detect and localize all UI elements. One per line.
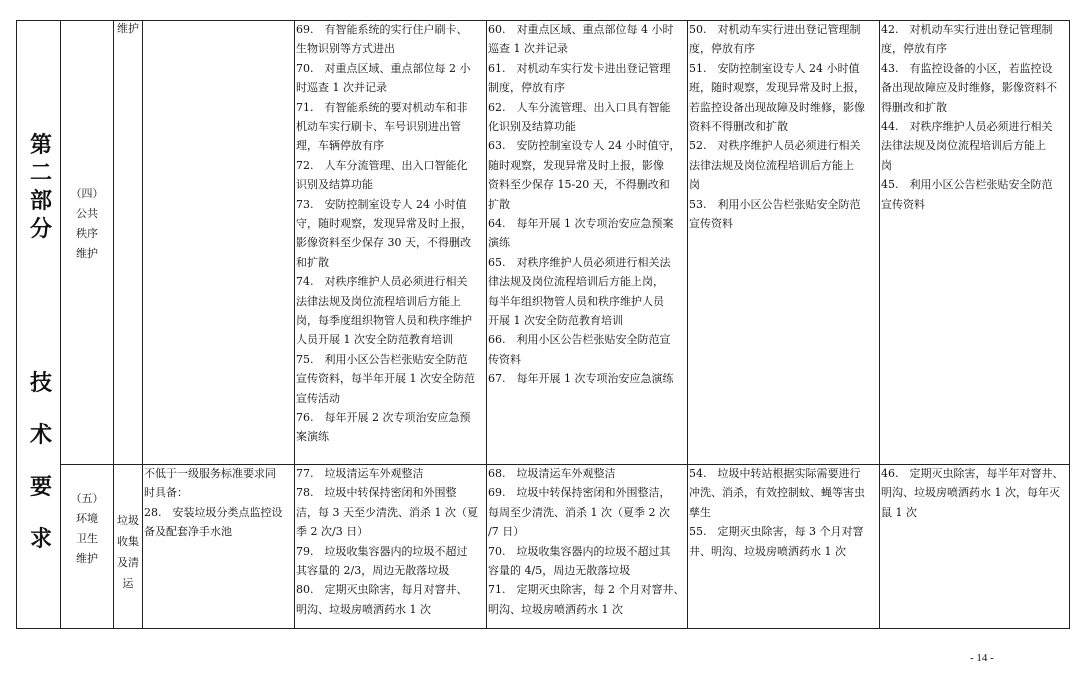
requirement-line: 岗 <box>689 178 700 192</box>
part-title-char: 第 <box>29 133 52 158</box>
section-name-line: 公共 <box>76 207 98 220</box>
requirement-line: 69. 垃圾中转保持密闭和外围整洁， <box>488 486 671 500</box>
requirement-line: 46. 定期灭虫除害，每半年对窨井、 <box>881 467 1064 480</box>
requirement-line: 影像资料至少保存 30 天，不得删改 <box>296 236 471 250</box>
requirement-line: 得删改和扩散 <box>881 100 947 114</box>
requirement-line: 理，车辆停放有序 <box>296 139 384 153</box>
cell-sanitation-level5 <box>881 465 1069 628</box>
requirement-line: 79. 垃圾收集容器内的垃圾不超过 <box>296 544 468 558</box>
table-bottom-border <box>16 628 1070 629</box>
requirement-line: 每半年组织物管人员和秩序维护人员 <box>488 294 664 308</box>
requirement-line: 随时观察，发现异常及时上报，影像 <box>488 158 664 172</box>
requirement-line: 其容量的 2/3，周边无散落垃圾 <box>296 564 450 577</box>
sub-label-line: 运 <box>122 577 134 590</box>
requirement-line: 42. 对机动车实行进出登记管理制 <box>881 23 1053 36</box>
cell-security-level4 <box>689 21 879 464</box>
col-divider-4 <box>294 20 295 629</box>
requirement-line: 74. 对秩序维护人员必须进行相关 <box>296 275 468 289</box>
cell-security-level2 <box>296 21 486 464</box>
requirement-line: 28. 安装垃圾分类点监控设 <box>144 505 283 519</box>
requirement-line: 53. 利用小区公告栏张贴安全防范 <box>689 197 861 211</box>
col-divider-3 <box>142 20 143 629</box>
requirement-line: 时巡查 1 次并记录 <box>296 81 387 95</box>
requirement-line: 演练 <box>488 236 510 250</box>
requirement-line: 人员开展 1 次安全防范教育培训 <box>296 333 453 347</box>
requirement-line: 鼠 1 次 <box>881 505 917 519</box>
requirement-line: 备出现故障应及时维修，影像资料不 <box>881 81 1057 95</box>
part-title-char: 术 <box>29 423 52 448</box>
requirement-line: /7 日） <box>488 525 525 539</box>
requirement-line: 69. 有智能系统的实行住户刷卡、 <box>296 23 468 36</box>
section-name-security <box>61 184 113 264</box>
requirement-line: 71. 有智能系统的要对机动车和非 <box>296 100 468 114</box>
section-name-line: （四） <box>70 187 104 200</box>
requirement-line: 明沟、垃圾房喷洒药水 1 次 <box>488 602 623 616</box>
requirement-line: 72. 人车分流管理、出入口智能化 <box>296 158 468 172</box>
requirement-line: 洁，每 3 天至少清洗、消杀 1 次（夏 <box>296 505 478 519</box>
requirement-line: 宣传资料 <box>689 217 733 230</box>
sub-label-line: 维护 <box>117 22 139 35</box>
requirement-line: 73. 安防控制室设专人 24 小时值 <box>296 197 467 211</box>
col-divider-7 <box>879 20 880 629</box>
part-title-top <box>22 132 60 244</box>
requirement-line: 律法规及岗位流程培训后方能上岗， <box>488 275 664 289</box>
requirement-line: 50. 对机动车实行进出登记管理制 <box>689 23 861 36</box>
section-name-line: 维护 <box>76 552 98 565</box>
cell-sanitation-level2 <box>296 465 486 628</box>
requirement-line: 容量的 4/5，周边无散落垃圾 <box>488 564 631 577</box>
part-title-char: 部 <box>29 189 52 214</box>
table-left-border <box>16 20 17 629</box>
requirement-line: 传资料 <box>488 352 521 366</box>
requirement-line: 76. 每年开展 2 次专项治安应急预 <box>296 411 471 424</box>
sub-label-line: 垃圾 <box>117 514 139 527</box>
section-name-line: 卫生 <box>76 532 98 545</box>
section-name-line: 秩序 <box>76 227 98 240</box>
requirement-line: 宣传活动 <box>296 391 340 405</box>
cell-security-level3 <box>488 21 687 464</box>
cell-sanitation-level3 <box>488 465 687 628</box>
requirement-line: 54. 垃圾中转站根据实际需要进行 <box>689 467 861 480</box>
table-right-border <box>1069 20 1070 629</box>
requirement-line: 71. 定期灭虫除害，每 2 个月对窨井、 <box>488 583 685 597</box>
requirement-line: 岗 <box>881 158 892 172</box>
requirement-line: 43. 有监控设备的小区，若监控设 <box>881 61 1053 75</box>
sub-label-security <box>114 22 142 35</box>
requirement-line: 生物识别等方式进出 <box>296 42 395 56</box>
section-name-line: 环境 <box>76 512 98 525</box>
requirement-line: 班，随时观察，发现异常及时上报， <box>689 81 865 95</box>
requirement-line: 扩散 <box>488 197 510 211</box>
requirement-line: 62. 人车分流管理、出入口具有智能 <box>488 100 671 114</box>
requirement-line: 机动车实行刷卡、车号识别进出管 <box>296 120 461 133</box>
part-title-char: 技 <box>29 371 52 396</box>
cell-security-level5 <box>881 21 1069 464</box>
requirement-line: 制度，停放有序 <box>488 81 565 95</box>
requirement-line: 明沟、垃圾房喷洒药水 1 次，每年灭 <box>881 486 1060 500</box>
requirement-line: 78. 垃圾中转保持密闭和外围整 <box>296 486 457 500</box>
section-name-sanitation <box>61 489 113 569</box>
sub-label-sanitation <box>114 510 142 594</box>
requirement-line: 和扩散 <box>296 255 329 269</box>
requirement-line: 巡查 1 次并记录 <box>488 42 568 56</box>
requirement-line: 明沟、垃圾房喷洒药水 1 次 <box>296 602 431 616</box>
requirement-line: 度，停放有序 <box>689 42 755 56</box>
requirement-line: 45. 利用小区公告栏张贴安全防范 <box>881 178 1053 192</box>
part-title-char: 求 <box>29 527 52 552</box>
requirement-line: 度，停放有序 <box>881 42 947 56</box>
section-name-line: 维护 <box>76 247 98 260</box>
requirement-line: 80. 定期灭虫除害，每月对窨井、 <box>296 583 468 597</box>
requirement-line: 宣传资料 <box>881 197 925 211</box>
requirement-line: 61. 对机动车实行发卡进出登记管理 <box>488 61 671 75</box>
col-divider-5 <box>486 20 487 629</box>
requirement-line: 资料至少保存 15-20 天，不得删改和 <box>488 178 670 192</box>
requirement-line: 季 2 次/3 日） <box>296 525 369 539</box>
requirement-line: 资料不得删改和扩散 <box>689 120 788 133</box>
requirement-line: 开展 1 次安全防范教育培训 <box>488 314 623 327</box>
cell-security-level1 <box>144 21 294 464</box>
requirement-line: 井、明沟、垃圾房喷洒药水 1 次 <box>689 544 846 558</box>
requirement-line: 孳生 <box>689 505 711 519</box>
requirement-line: 化识别及结算功能 <box>488 120 576 133</box>
requirement-line: 66. 利用小区公告栏张贴安全防范宣 <box>488 333 671 347</box>
requirement-line: 77. 垃圾清运车外观整洁 <box>296 467 424 480</box>
cell-sanitation-level1 <box>144 465 294 628</box>
requirement-line: 冲洗、消杀，有效控制蚊、蝇等害虫 <box>689 486 865 500</box>
requirement-line: 44. 对秩序维护人员必须进行相关 <box>881 120 1053 133</box>
sub-label-line: 及清 <box>117 556 139 569</box>
requirement-line: 65. 对秩序维护人员必须进行相关法 <box>488 255 671 269</box>
part-title-bottom <box>22 358 60 566</box>
requirement-line: 守，随时观察，发现异常及时上报， <box>296 217 472 230</box>
requirement-line: 55. 定期灭虫除害，每 3 个月对窨 <box>689 525 864 539</box>
requirement-line: 60. 对重点区域、重点部位每 4 小时 <box>488 23 674 36</box>
part-title-char: 要 <box>29 475 52 500</box>
requirement-line: 52. 对秩序维护人员必须进行相关 <box>689 139 861 153</box>
requirement-line: 识别及结算功能 <box>296 178 373 192</box>
requirement-line: 宣传资料，每半年开展 1 次安全防范 <box>296 372 475 386</box>
requirement-line: 若监控设备出现故障及时维修，影像 <box>689 100 865 114</box>
requirement-line: 67. 每年开展 1 次专项治安应急演练 <box>488 372 674 386</box>
requirement-line: 法律法规及岗位流程培训后方能上 <box>689 158 854 172</box>
requirement-line: 70. 垃圾收集容器内的垃圾不超过其 <box>488 544 671 558</box>
requirement-line: 时具备： <box>144 486 188 500</box>
part-title-char: 分 <box>29 217 52 242</box>
requirement-line: 法律法规及岗位流程培训后方能上 <box>296 294 461 308</box>
requirement-line: 备及配套净手水池 <box>144 525 232 539</box>
requirement-line: 75. 利用小区公告栏张贴安全防范 <box>296 352 468 366</box>
requirement-line: 68. 垃圾清运车外观整洁 <box>488 467 616 480</box>
requirement-line: 每周至少清洗、消杀 1 次（夏季 2 次 <box>488 505 670 519</box>
requirement-line: 64. 每年开展 1 次专项治安应急预案 <box>488 217 674 230</box>
requirement-line: 案演练 <box>296 430 329 444</box>
requirement-line: 不低于一级服务标准要求同 <box>144 467 276 480</box>
part-title-char: 二 <box>29 161 52 186</box>
requirement-line: 法律法规及岗位流程培训后方能上 <box>881 139 1046 153</box>
sub-label-line: 收集 <box>117 535 139 548</box>
col-divider-6 <box>687 20 688 629</box>
requirement-line: 63. 安防控制室设专人 24 小时值守， <box>488 139 681 153</box>
requirement-line: 51. 安防控制室设专人 24 小时值 <box>689 61 860 75</box>
cell-sanitation-level4 <box>689 465 879 628</box>
requirement-line: 岗，每季度组织物管人员和秩序维护 <box>296 314 472 327</box>
requirement-line: 70. 对重点区域、重点部位每 2 小 <box>296 61 471 75</box>
page-number: - 14 - <box>970 652 994 664</box>
section-name-line: （五） <box>70 492 104 505</box>
